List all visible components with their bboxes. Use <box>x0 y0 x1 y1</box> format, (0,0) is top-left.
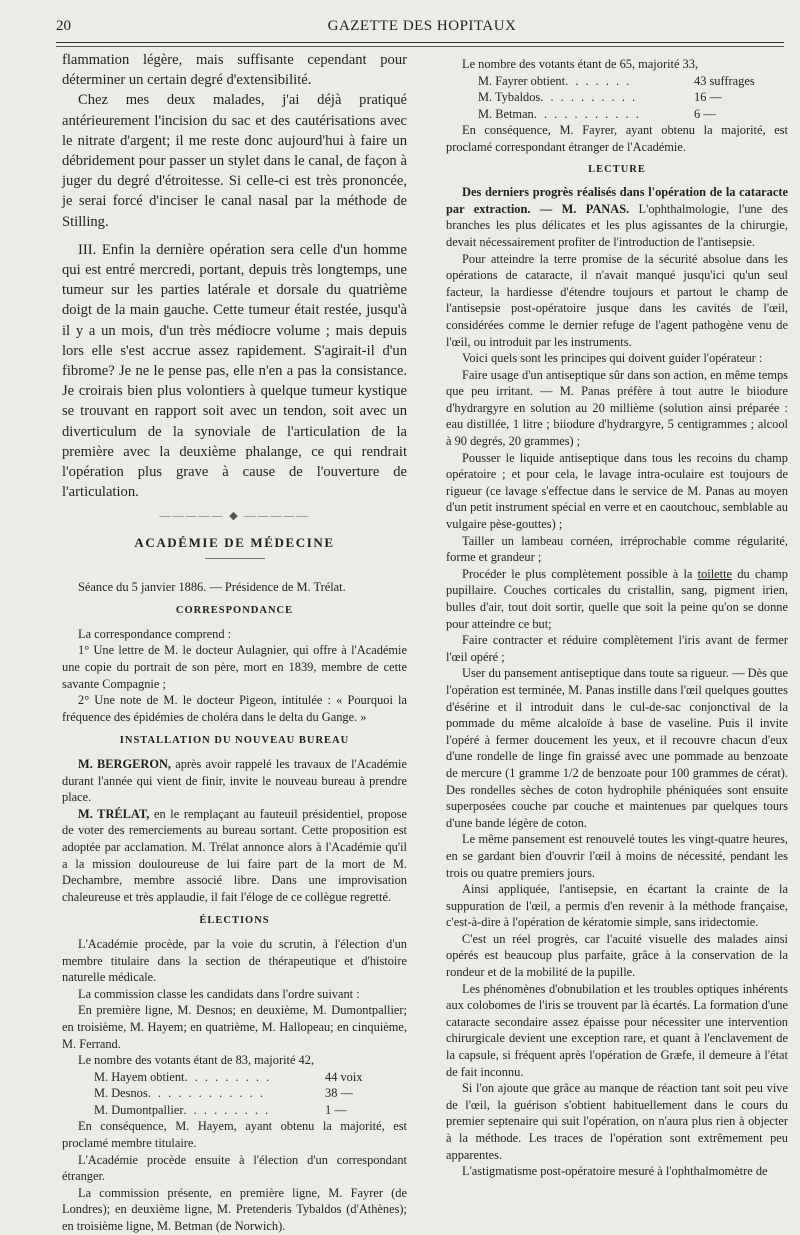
vote-count: 38 — <box>325 1086 353 1101</box>
vote-name: M. Desnos <box>94 1086 148 1101</box>
paragraph: Pousser le liquide antiseptique dans tous les recoins du champ opératoire ; et pour cela, le lavage intra-oculaire est toujours de rigueur (ce lavage s'effectue dans le service de M. Panas au moyen d'un petit instrument spécial en verre et en caoutchouc, semblable au vulgaire pèse-gouttes) ; <box>446 450 788 532</box>
vote-dots: . . . . . . . . . <box>183 1102 271 1117</box>
seance-line: Séance du 5 janvier 1886. — Présidence de M. Trélat. <box>78 579 346 594</box>
speaker-name: M. TRÉLAT, <box>78 806 150 821</box>
paragraph: C'est un réel progrès, car l'acuité visuelle des malades ainsi opérés est beaucoup plus parfaite, grâce à la conservation de la rondeur et de la mobilité de la pupille. <box>446 931 788 980</box>
intro-text <box>62 50 407 502</box>
vote-count: 16 — <box>694 90 722 105</box>
paragraph: Tailler un lambeau cornéen, irréprochable comme régularité, forme et grandeur ; <box>446 533 788 565</box>
journal-title: GAZETTE DES HOPITAUX <box>327 18 517 34</box>
paragraph-text: du champ pupillaire. Couches corticales du cristallin, sang, pigment irien, bulles d'air, tout doit sortir, quelle que soit la peine qu'on se donne pour atteindre ce but; <box>446 566 788 631</box>
paragraph: Voici quels sont les principes qui doivent guider l'opérateur : <box>462 351 763 366</box>
right-column <box>446 56 788 1180</box>
paragraph: Ainsi appliquée, l'antisepsie, en écartant la crainte de la suppuration de l'œil, a permis d'en revenir à la méthode française, c'est-à-dire à l'opération de kératomie simple, sans iridectomie. <box>446 882 788 930</box>
vote-dots: . . . . . . . . . . . <box>533 106 641 121</box>
vote-name: M. Tybaldos <box>478 90 541 105</box>
vote-row <box>446 73 788 90</box>
page-number: 20 <box>56 18 71 34</box>
paragraph: flammation légère, mais suffisante cependant pour déterminer un certain degré d'extensibilité. <box>62 52 407 89</box>
vote-row <box>62 1069 407 1086</box>
emphasis: toilette <box>697 566 733 581</box>
vote-row <box>446 89 788 106</box>
section-title: ACADÉMIE DE MÉDECINE <box>134 535 335 551</box>
vote-row <box>62 1085 407 1102</box>
vote-name: M. Fayrer obtient <box>478 73 566 88</box>
vote-row <box>446 106 788 123</box>
vote-name: M. Dumontpallier <box>94 1102 184 1117</box>
header-rule <box>56 42 784 43</box>
paragraph: En conséquence, M. Hayem, ayant obtenu la majorité, est proclamé membre titulaire. <box>62 1119 407 1151</box>
list-item: 2° Une note de M. le docteur Pigeon, intitulée : « Pourquoi la fréquence des épidémies de choléra dans le delta du Gange. » <box>62 693 407 724</box>
paragraph: User du pansement antiseptique dans toute sa rigueur. — Dès que l'opération est terminée, M. Panas instille dans l'œil quelques gouttes d'ésérine et il introduit dans le cul-de-sac conjonctival de la pommade du même alcaloïde à base de vaseline. Puis il invite l'opéré à fermer doucement les yeux, et il recouvre chacun d'eux d'une rondelle de linge fin graissé avec une pommade au benzoate de mercure (1 gramme 1/2 de benzoate pour 100 grammes de cérat). Des rondelles sèches de coton hydrophile phéniquées sont ensuite superposées couche par couche et maintenues par quelques tours d'une bande légère de coton. <box>446 666 788 830</box>
paragraph <box>446 184 788 250</box>
subheading-lecture: LECTURE <box>588 163 646 175</box>
vote-dots: . . . . . . . . . . . . <box>147 1086 265 1101</box>
vote-dots: . . . . . . . . . <box>184 1069 272 1084</box>
page-header <box>56 14 788 44</box>
vote-name: M. Betman <box>478 106 534 121</box>
paragraph-text: en le remplaçant au fauteuil présidentiel, propose de voter des remerciements au bureau sortant. Cette proposition est adoptée par acclamation. M. Trélat annonce alors à l'Académie qu'il a la mission douloureuse de lui faire part de la mort de M. Dechambre, membre associé libre. Dans une improvisation chaleureuse et très applaudie, il fait l'éloge de ce collègue regretté. <box>62 806 407 904</box>
section-title-rule <box>205 558 265 559</box>
header-rule-thin <box>56 46 784 47</box>
paragraph: Le même pansement est renouvelé toutes les vingt-quatre heures, en se gardant bien d'ouvrir l'œil à moins de nécessité, pendant les trois ou quatre premiers jours. <box>446 832 788 880</box>
list-item: 1° Une lettre de M. le docteur Aulagnier, qui offre à l'Académie une copie du portrait de son père, mort en 1839, membre de cette savante Compagnie ; <box>62 643 407 691</box>
paragraph: La commission présente, en première ligne, M. Fayrer (de Londres); en deuxième ligne, M. Pretenderis Tybaldos (d'Athènes); en troisième ligne, M. Betman (de Norwich). <box>62 1185 407 1234</box>
paragraph <box>62 806 407 906</box>
left-column <box>62 50 407 1235</box>
paragraph: Faire contracter et réduire complètement l'iris avant de fermer l'œil opéré ; <box>446 633 788 664</box>
paragraph: III. Enfin la dernière opération sera celle d'un homme qui est entré mercredi, portant, depuis très longtemps, une tumeur sur les parties latérale et dorsale du quatrième doigt de la main gauche. Cette tumeur était restée, jusqu'à il y a un mois, d'un très médiocre volume ; mais depuis lors elle s'est accrue assez rapidement. S'agirait-il d'un fibrome? Je ne le pense pas, elle n'en a pas la consistance. Je croirais bien plus volontiers à quelque tumeur kystique se trouvant en rapport soit avec un tendon, soit avec un diverticulum de la synoviale de l'articulation de la première avec la deuxième phalange, ce qui rendrait l'opération plus grave à cause de l'ouverture de l'articulation. <box>62 241 407 501</box>
subheading-elections: ÉLECTIONS <box>199 915 270 927</box>
paragraph-text: Procéder le plus complètement possible à la <box>462 566 698 581</box>
paragraph: Chez mes deux malades, j'ai déjà pratiqué antérieurement l'incision du sac et des cautérisations avec le nitrate d'argent; il me reste donc aujourd'hui à faire un débridement pour passer un stylet dans le canal, de façon à juger du degré d'étroitesse. Si celle-ci est très prononcée, je serai forcé d'inciser le canal nasal par la méthode de Stilling. <box>62 92 407 230</box>
paragraph: La correspondance comprend : <box>78 626 232 641</box>
paragraph: Le nombre des votants étant de 65, majorité 33, <box>462 57 699 71</box>
speaker-name: M. BERGERON, <box>78 757 172 771</box>
paragraph: Pour atteindre la terre promise de la sécurité absolue dans les opérations de cataracte, il n'avait manqué jusqu'ici qu'un seul facteur, la hardiesse d'étendre toujours et partout le champ de l'antisepsie post-opératoire jusque dans les cavités de l'œil, considérées comme le dernier refuge de l'agent pathogène venu de l'œil, ou introduit par les instruments. <box>446 251 788 349</box>
paragraph: Les phénomènes d'obnubilation et les troubles optiques inhérents aux colobomes de l'iris se trouvent par là écartés. La formation d'une cataracte secondaire assez épaisse pour nécessiter une intervention chirurgicale devient une exception rare, et quant à l'enclavement de la capsule, si fréquent après l'opération de Græfe, il demeure à l'état de fait inconnu. <box>446 981 788 1079</box>
paragraph-text: L'ophthalmologie, l'une des branches les plus délicates et les plus agissantes de la chirurgie, devait nécessairement profiter de l'introduction de l'antisepsie. <box>446 201 788 249</box>
paragraph: La commission classe les candidats dans l'ordre suivant : <box>78 986 360 1001</box>
paragraph: Si l'on ajoute que grâce au manque de réaction tant soit peu vive de l'œil, la guérison s'obtient habituellement dans le cours du premier septenaire qui suit l'opération, on n'aura plus rien à objecter à la méthode. Les traces de l'opération sont extrêmement peu apparentes. <box>446 1081 788 1162</box>
paragraph: Le nombre des votants étant de 83, majorité 42, <box>78 1053 315 1068</box>
vote-count: 43 suffrages <box>694 73 755 88</box>
subheading-installation: INSTALLATION DU NOUVEAU BUREAU <box>119 735 350 747</box>
vote-name: M. Hayem obtient <box>94 1069 185 1084</box>
paragraph: L'Académie procède ensuite à l'élection d'un correspondant étranger. <box>62 1152 407 1184</box>
paragraph: L'Académie procède, par la voie du scrutin, à l'élection d'un membre titulaire dans la section de thérapeutique et d'histoire naturelle médicale. <box>62 936 407 985</box>
section-separator: ————— ◆ ————— <box>159 510 310 523</box>
vote-count: 1 — <box>325 1102 347 1117</box>
vote-row <box>62 1102 407 1119</box>
paragraph: En conséquence, M. Fayrer, ayant obtenu la majorité, est proclamé correspondant étranger de l'Académie. <box>446 123 788 154</box>
vote-dots: . . . . . . . <box>565 73 632 88</box>
paragraph <box>62 756 407 806</box>
paragraph: En première ligne, M. Desnos; en deuxième, M. Dumontpallier; en troisième, M. Hayem; en quatrième, M. Hallopeau; en cinquième, M. Ferrand. <box>62 1003 407 1051</box>
paragraph-text: après avoir rappelé les travaux de l'Académie durant l'année qui vient de finir, invite le nouveau bureau à prendre place. <box>62 757 407 805</box>
subheading-correspondance: CORRESPONDANCE <box>175 605 294 617</box>
lecture-heading: Des derniers progrès réalisés dans l'opération de la cataracte par extraction. — M. PANAS. <box>446 185 788 216</box>
vote-dots: . . . . . . . . . . <box>540 90 638 105</box>
paragraph <box>446 566 788 632</box>
paragraph: Faire usage d'un antiseptique sûr dans son action, en même temps que peu irritant. — M. Panas préfère à tout autre le biiodure d'hydrargyre en solution au 20 millième (solution ainsi préparée : eau distillée, 1 litre ; biiodure d'hydrargyre, 5 centigrammes ; alcool à 90 degrés, 20 grammes) ; <box>446 367 788 449</box>
paragraph: L'astigmatisme post-opératoire mesuré à l'ophthalmomètre de <box>462 1164 768 1179</box>
vote-count: 6 — <box>694 106 716 121</box>
vote-count: 44 voix <box>325 1069 363 1084</box>
